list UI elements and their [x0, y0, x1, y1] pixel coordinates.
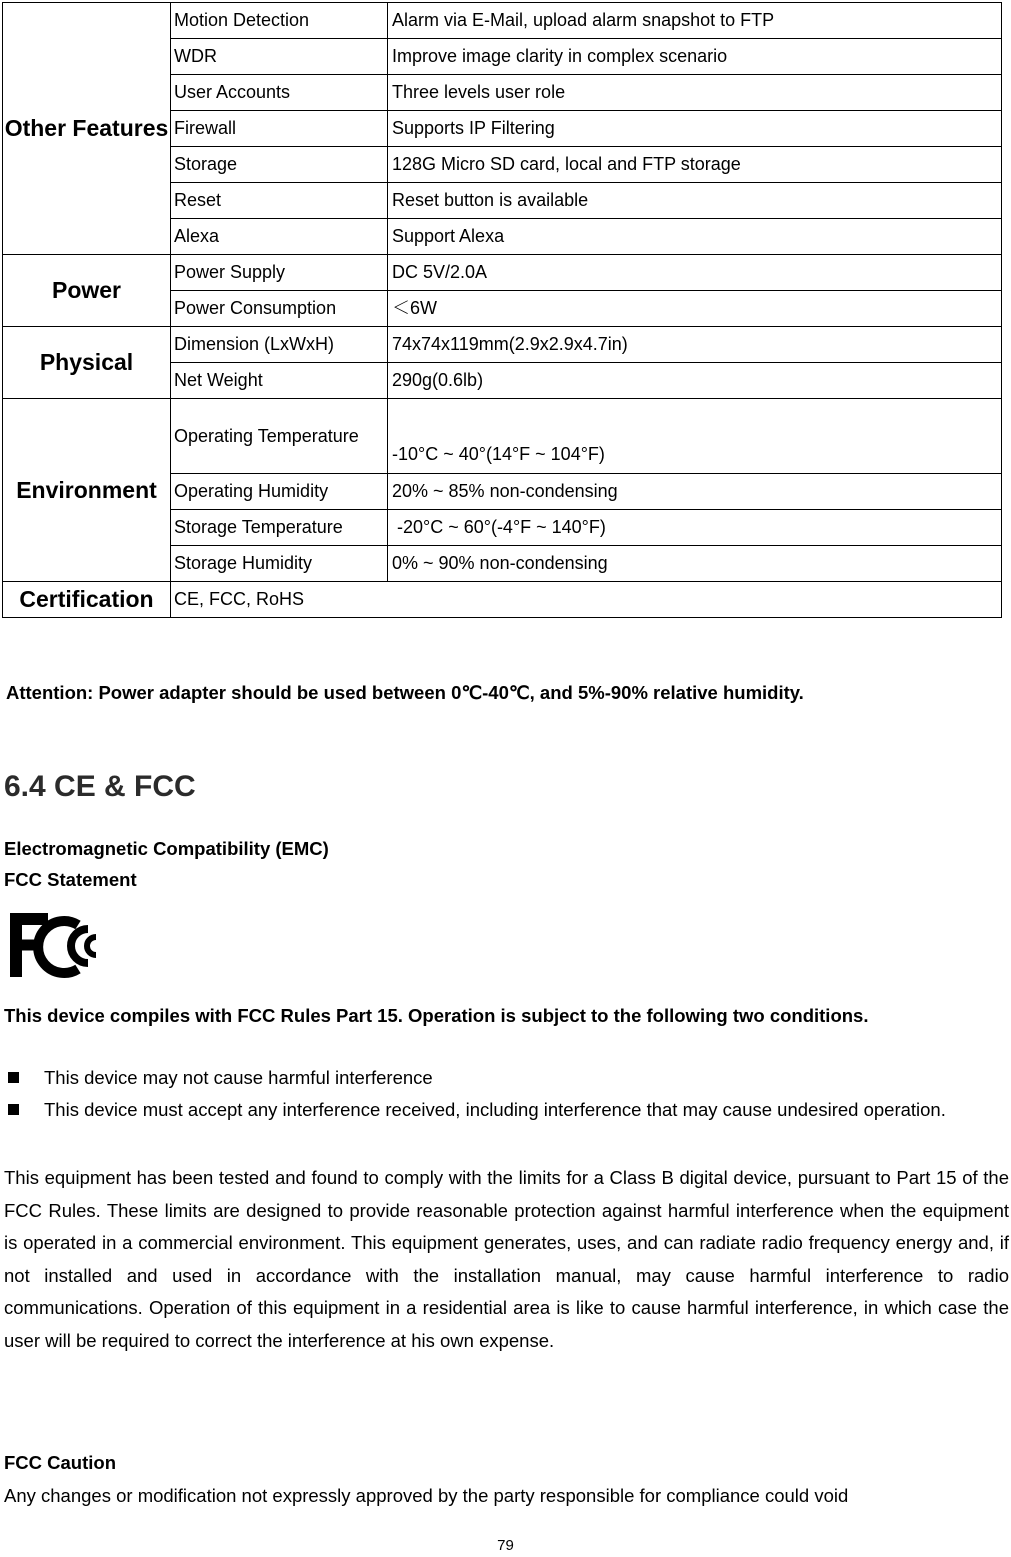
value-cell: Alarm via E-Mail, upload alarm snapshot to FTP: [388, 3, 1002, 39]
spec-row: [3, 255, 1002, 291]
feature-cell: Operating Humidity: [171, 474, 388, 510]
spec-row: [3, 399, 1002, 474]
spec-row: [3, 327, 1002, 363]
category-cell: Power: [3, 255, 171, 327]
feature-cell: Reset: [171, 183, 388, 219]
spec-row: [3, 582, 1002, 618]
feature-cell: WDR: [171, 39, 388, 75]
feature-cell: Power Supply: [171, 255, 388, 291]
feature-cell: Dimension (LxWxH): [171, 327, 388, 363]
list-item: [4, 1062, 1008, 1094]
feature-cell: User Accounts: [171, 75, 388, 111]
category-cell: Environment: [3, 399, 171, 582]
attention-note: Attention: Power adapter should be used between 0℃-40℃, and 5%-90% relative humidity.: [6, 682, 804, 703]
feature-cell: Storage Temperature: [171, 510, 388, 546]
value-cell: Supports IP Filtering: [388, 111, 1002, 147]
section-title: 6.4 CE & FCC: [4, 770, 196, 803]
value-cell: DC 5V/2.0A: [388, 255, 1002, 291]
feature-cell: Net Weight: [171, 363, 388, 399]
category-cell: Certification: [3, 582, 171, 618]
bullet-square-icon: [8, 1104, 19, 1115]
value-cell: Three levels user role: [388, 75, 1002, 111]
value-cell: 290g(0.6lb): [388, 363, 1002, 399]
feature-cell: Storage Humidity: [171, 546, 388, 582]
spec-row: [3, 3, 1002, 39]
fcc-paragraph: This equipment has been tested and found to comply with the limits for a Class B digital device, pursuant to Part 15 of the FCC Rules. These limits are designed to provide reasonable protection against harmful interference when the equipment is operated in a commercial environment. This equipment generates, uses, and can radiate radio frequency energy and, if not installed and used in accordance with the installation manual, may cause harmful interference to radio communications. Operation of this equipment in a residential area is like to cause harmful interference, in which case the user will be required to correct the interference at his own expense.: [4, 1167, 1009, 1351]
value-cell: Support Alexa: [388, 219, 1002, 255]
value-cell: Improve image clarity in complex scenario: [388, 39, 1002, 75]
feature-cell: Storage: [171, 147, 388, 183]
list-item-text: This device may not cause harmful interference: [44, 1067, 433, 1088]
category-cell: Other Features: [3, 3, 171, 255]
value-cell: -10°C ~ 40°(14°F ~ 104°F): [388, 399, 1002, 474]
value-cell: ＜6W: [388, 291, 1002, 327]
spec-table: [2, 2, 1002, 618]
fcc-caution-text: Any changes or modification not expressly approved by the party responsible for compliance could void: [4, 1485, 849, 1506]
fcc-statement-heading: FCC Statement: [4, 869, 137, 890]
feature-cell: Firewall: [171, 111, 388, 147]
fcc-intro: This device compiles with FCC Rules Part 15. Operation is subject to the following two conditions.: [4, 1005, 869, 1026]
value-cell: Reset button is available: [388, 183, 1002, 219]
value-cell: 74x74x119mm(2.9x2.9x4.7in): [388, 327, 1002, 363]
feature-cell: Operating Temperature: [171, 399, 388, 474]
page-number: 79: [497, 1537, 514, 1554]
list-item: [4, 1094, 1008, 1126]
feature-cell: Alexa: [171, 219, 388, 255]
value-cell: -20°C ~ 60°(-4°F ~ 140°F): [388, 510, 1002, 546]
fcc-logo-icon: [8, 907, 116, 983]
bullet-square-icon: [8, 1072, 19, 1083]
fcc-caution-heading: FCC Caution: [4, 1452, 117, 1473]
value-cell: 0% ~ 90% non-condensing: [388, 546, 1002, 582]
conditions-list: [4, 1062, 1008, 1126]
category-cell: Physical: [3, 327, 171, 399]
value-cell: 20% ~ 85% non-condensing: [388, 474, 1002, 510]
feature-cell: Motion Detection: [171, 3, 388, 39]
value-cell: 128G Micro SD card, local and FTP storage: [388, 147, 1002, 183]
list-item-text: This device must accept any interference received, including interference that may cause undesired operation.: [44, 1099, 946, 1120]
emc-heading: Electromagnetic Compatibility (EMC): [4, 838, 329, 859]
feature-cell: Power Consumption: [171, 291, 388, 327]
value-cell: CE, FCC, RoHS: [171, 582, 1002, 618]
